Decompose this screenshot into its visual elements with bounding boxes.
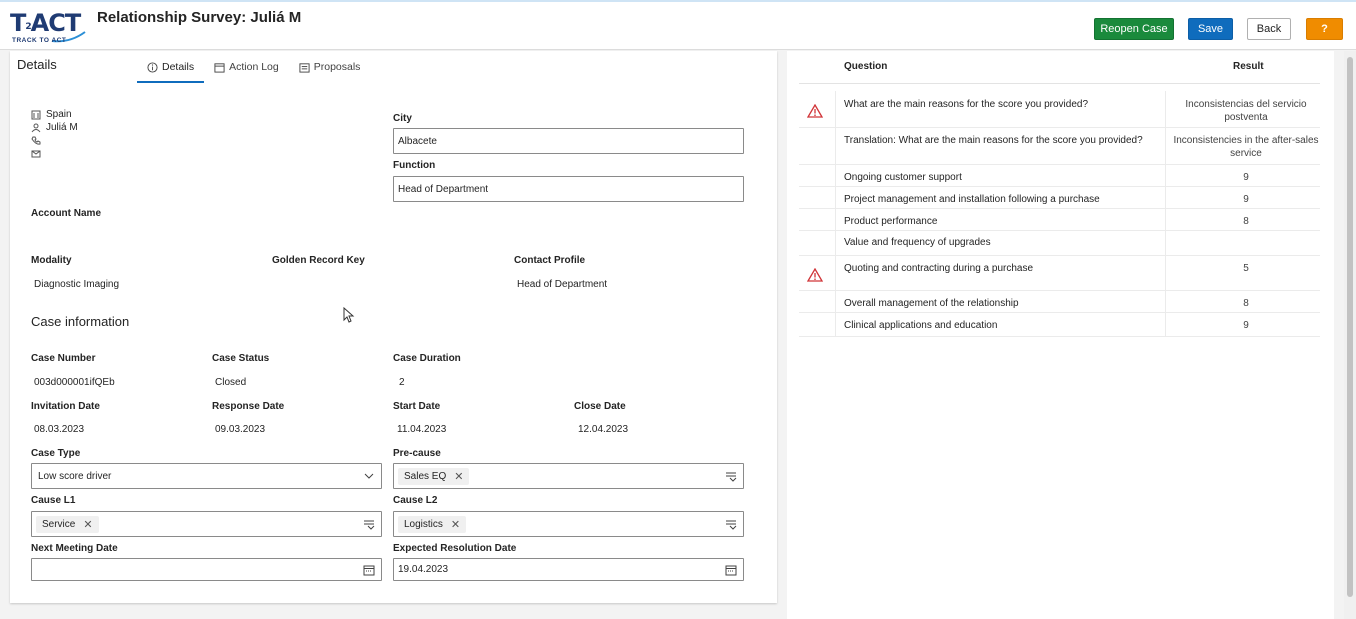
question-text: Product performance: [844, 216, 938, 227]
scrollbar-thumb[interactable]: [1347, 57, 1353, 597]
building-icon: [31, 110, 41, 120]
tab-proposals[interactable]: [289, 51, 371, 83]
start-date-value: 11.04.2023: [397, 424, 447, 435]
case-number-label: Case Number: [31, 353, 96, 364]
row-divider: [835, 128, 836, 164]
cause-l1-value: Service: [42, 518, 76, 530]
info-icon: [147, 62, 158, 73]
column-divider: [1165, 291, 1166, 312]
cause-l1-chip: [36, 516, 99, 533]
table-row[interactable]: [799, 209, 1320, 231]
remove-pre-cause-icon[interactable]: ✕: [454, 470, 464, 483]
result-value: Inconsistencies in the after-sales service: [1173, 135, 1319, 159]
pre-cause-lookup[interactable]: [393, 463, 744, 489]
result-value: 5: [1243, 263, 1249, 274]
row-divider: [835, 231, 836, 255]
pre-cause-chip: [398, 468, 469, 485]
tab-bar: [137, 51, 370, 83]
result-value: 9: [1243, 320, 1249, 331]
table-row[interactable]: [799, 313, 1320, 337]
proposals-icon: [299, 62, 310, 73]
help-button[interactable]: ?: [1306, 18, 1343, 40]
expected-resolution-date-input[interactable]: [393, 558, 744, 581]
question-text: Clinical applications and education: [844, 320, 998, 331]
mouse-pointer-icon: [343, 307, 355, 323]
close-date-label: Close Date: [574, 401, 626, 412]
column-divider: [1165, 209, 1166, 230]
contact-country: [31, 109, 72, 120]
table-row[interactable]: [799, 91, 1320, 128]
response-date-label: Response Date: [212, 401, 285, 412]
remove-cause-l2-icon[interactable]: ✕: [450, 518, 461, 531]
chevron-down-icon: [363, 470, 375, 482]
question-text: Ongoing customer support: [844, 172, 962, 183]
cause-l2-chip: [398, 516, 466, 533]
pre-cause-value: Sales EQ: [404, 470, 447, 482]
invitation-date-label: Invitation Date: [31, 401, 100, 412]
modality-label: Modality: [31, 255, 72, 266]
back-button[interactable]: Back: [1247, 18, 1291, 40]
cause-l2-value: Logistics: [404, 518, 443, 530]
pre-cause-label: Pre-cause: [393, 448, 441, 459]
expected-resolution-label: Expected Resolution Date: [393, 543, 517, 554]
table-row[interactable]: [799, 291, 1320, 313]
table-row[interactable]: [799, 187, 1320, 209]
next-meeting-date-input[interactable]: [31, 558, 382, 581]
result-column-header: Result: [1233, 61, 1264, 72]
logo-wordmark: $T^2ACT$: [10, 9, 81, 37]
warning-icon: [807, 268, 823, 282]
row-divider: [835, 165, 836, 186]
mail-icon: [31, 149, 41, 159]
column-divider: [1165, 313, 1166, 336]
question-column-header: Question: [844, 61, 888, 72]
case-information-title: Case information: [31, 314, 130, 329]
case-type-value: Low score driver: [38, 470, 112, 482]
row-divider: [835, 291, 836, 312]
tab-action-log-label: Action Log: [229, 61, 279, 73]
tab-proposals-label: Proposals: [313, 61, 361, 73]
table-row[interactable]: [799, 231, 1320, 256]
case-type-label: Case Type: [31, 448, 81, 459]
calendar-icon[interactable]: [363, 564, 375, 576]
lookup-filter-icon[interactable]: [725, 518, 737, 530]
contact-profile-label: Contact Profile: [514, 255, 586, 266]
table-row[interactable]: [799, 128, 1320, 165]
reopen-case-button[interactable]: Reopen Case: [1094, 18, 1174, 40]
calendar-icon[interactable]: [725, 564, 737, 576]
case-duration-label: Case Duration: [393, 353, 461, 364]
warning-icon: [807, 104, 823, 118]
function-input[interactable]: Head of Department: [393, 176, 744, 202]
t2act-logo: [10, 9, 86, 45]
start-date-label: Start Date: [393, 401, 441, 412]
invitation-date-value: 08.03.2023: [34, 424, 85, 435]
details-title: Details: [17, 57, 57, 72]
row-divider: [835, 256, 836, 290]
result-value: 8: [1243, 298, 1249, 309]
details-panel: [10, 51, 777, 603]
row-divider: [835, 187, 836, 208]
cause-l1-label: Cause L1: [31, 495, 76, 506]
row-divider: [835, 91, 836, 127]
function-label: Function: [393, 160, 436, 171]
person-icon: [31, 123, 41, 133]
cause-l2-lookup[interactable]: [393, 511, 744, 537]
case-duration-value: 2: [399, 377, 405, 388]
phone-icon: [31, 136, 41, 146]
city-label: City: [393, 113, 412, 124]
logo-tagline: TRACK TO ACT: [12, 37, 67, 44]
question-text: What are the main reasons for the score you provided?: [844, 99, 1089, 110]
save-button[interactable]: Save: [1188, 18, 1233, 40]
lookup-filter-icon[interactable]: [363, 518, 375, 530]
column-divider: [1165, 165, 1166, 186]
question-text: Overall management of the relationship: [844, 298, 1019, 309]
modality-value: Diagnostic Imaging: [34, 279, 120, 290]
calendar-log-icon: [214, 62, 225, 73]
contact-email: [31, 149, 41, 159]
tab-details-label: Details: [162, 61, 195, 73]
account-name-label: Account Name: [31, 208, 102, 219]
cause-l1-lookup[interactable]: [31, 511, 382, 537]
expected-resolution-value: 19.04.2023: [398, 564, 449, 575]
contact-phone: [31, 136, 41, 146]
question-text: Translation: What are the main reasons for the score you provided?: [844, 135, 1143, 146]
result-value: 8: [1243, 216, 1249, 227]
survey-results-panel: [787, 51, 1334, 619]
table-row[interactable]: [799, 256, 1320, 291]
case-status-value: Closed: [215, 377, 247, 388]
tab-action-log[interactable]: [204, 51, 289, 83]
column-divider: [1165, 187, 1166, 208]
column-divider: [1165, 231, 1166, 255]
column-divider: [1165, 256, 1166, 290]
header-divider: [799, 83, 1320, 84]
result-value: 9: [1243, 172, 1249, 183]
close-date-value: 12.04.2023: [578, 424, 629, 435]
row-divider: [835, 209, 836, 230]
column-divider: [1165, 91, 1166, 127]
contact-name-value: Juliá M: [46, 122, 78, 133]
cause-l2-label: Cause L2: [393, 495, 438, 506]
result-value: Inconsistencias del servicio postventa: [1185, 99, 1307, 123]
city-input[interactable]: Albacete: [393, 128, 744, 154]
case-status-label: Case Status: [212, 353, 270, 364]
column-divider: [1165, 128, 1166, 164]
lookup-filter-icon[interactable]: [725, 470, 737, 482]
table-row[interactable]: [799, 165, 1320, 187]
row-divider: [835, 313, 836, 336]
contact-name: [31, 122, 78, 133]
question-text: Project management and installation following a purchase: [844, 194, 1100, 205]
contact-country-value: Spain: [46, 109, 72, 120]
top-bar: [0, 0, 1356, 50]
remove-cause-l1-icon[interactable]: ✕: [83, 518, 93, 531]
tab-details[interactable]: [137, 51, 204, 83]
contact-profile-value: Head of Department: [517, 279, 608, 290]
case-type-select[interactable]: [31, 463, 382, 489]
question-text: Quoting and contracting during a purchase: [844, 263, 1034, 274]
response-date-value: 09.03.2023: [215, 424, 266, 435]
case-number-value: 003d000001ifQEb: [34, 377, 115, 388]
page-scrollbar[interactable]: [1344, 51, 1356, 619]
page-title: Relationship Survey: Juliá M: [97, 9, 302, 26]
result-value: 9: [1243, 194, 1249, 205]
golden-record-label: Golden Record Key: [272, 255, 365, 266]
question-text: Value and frequency of upgrades: [844, 237, 991, 248]
next-meeting-label: Next Meeting Date: [31, 543, 118, 554]
